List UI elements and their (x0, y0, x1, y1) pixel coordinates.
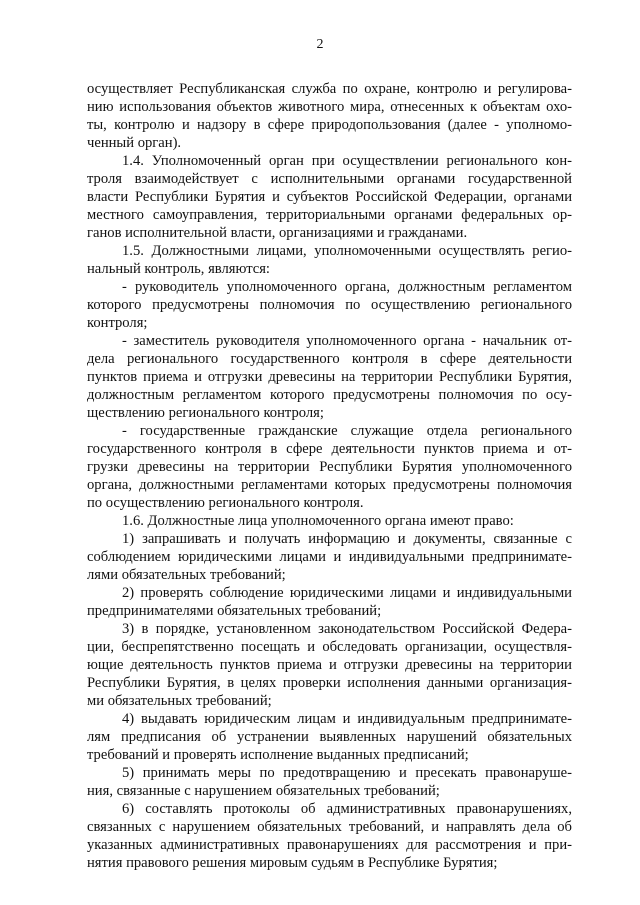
text-line: пунктов приема и отгрузки древесины на территории Республики Бурятия, (87, 369, 572, 385)
text-line: нальный контроль, являются: (87, 261, 270, 277)
text-line: должностным регламентом которого предусмотрены полномочия по осу- (87, 387, 572, 403)
page-number: 2 (316, 37, 324, 52)
text-line: лям предписания об устранении выявленных нарушений обязательных (87, 729, 572, 745)
text-line: которого предусмотрены полномочия по осуществлению регионального (87, 297, 572, 313)
text-line: - государственные гражданские служащие отдела регионального (122, 423, 572, 439)
text-line: 1.4. Уполномоченный орган при осуществлении регионального кон- (122, 153, 572, 169)
text-line: ми обязательных требований; (87, 693, 272, 709)
text-line: органа, должностными регламентами которых предусмотрены полномочия (87, 477, 572, 493)
text-line: 2) проверять соблюдение юридическими лицами и индивидуальными (122, 585, 572, 601)
text-line: ществлению регионального контроля; (87, 405, 324, 421)
text-line: Республики Бурятия, в целях проверки исполнения данными организация- (87, 675, 572, 691)
text-line: осуществляет Республиканская служба по охране, контролю и регулирова- (87, 81, 572, 97)
document-body (87, 80, 572, 872)
text-line: ты, контролю и надзору в сфере природопользования (далее - уполномо- (87, 117, 572, 133)
text-line: 1) запрашивать и получать информацию и документы, связанные с (122, 531, 572, 547)
text-line: соблюдением юридическими лицами и индивидуальными предпринимате- (87, 549, 572, 565)
text-line: 3) в порядке, установленном законодательством Российской Федера- (122, 621, 572, 637)
text-line: 1.6. Должностные лица уполномоченного органа имеют право: (122, 513, 514, 529)
text-line: ния, связанные с нарушением обязательных требований; (87, 783, 440, 799)
text-line: власти Республики Бурятия и субъектов Российской Федерации, органами (87, 189, 572, 205)
text-line: ченный орган). (87, 135, 182, 151)
text-line: 4) выдавать юридическим лицам и индивидуальным предпринимате- (122, 711, 572, 727)
text-line: лями обязательных требований; (87, 567, 286, 583)
text-line: грузки древесины на территории Республики Бурятия уполномоченного (87, 459, 572, 475)
text-line: требований и проверять исполнение выданных предписаний; (87, 747, 469, 763)
text-line: связанных с нарушением обязательных требований, и направлять дела об (87, 819, 572, 835)
text-line: 1.5. Должностными лицами, уполномоченными осуществлять регио- (122, 243, 572, 259)
text-line: дела регионального государственного контроля в сфере деятельности (87, 351, 572, 367)
text-line: - заместитель руководителя уполномоченного органа - начальник от- (122, 333, 572, 349)
text-line: 6) составлять протоколы об административных правонарушениях, (122, 801, 572, 817)
text-line: ющие деятельность пунктов приема и отгрузки древесины на территории (87, 657, 572, 673)
text-line: троля взаимодействует с исполнительными органами государственной (87, 171, 572, 187)
text-line: по осуществлению регионального контроля. (87, 495, 364, 511)
text-line: указанных административных правонарушениях для рассмотрения и при- (87, 837, 572, 853)
text-line: - руководитель уполномоченного органа, должностным регламентом (122, 279, 572, 295)
text-line: 5) принимать меры по предотвращению и пресекать правонаруше- (122, 765, 572, 781)
text-line: государственного контроля в сфере деятельности пунктов приема и от- (87, 441, 572, 457)
text-line: нию использования объектов животного мира, отнесенных к объектам охо- (87, 99, 572, 115)
text-line: ганов исполнительной власти, организациями и гражданами. (87, 225, 468, 241)
text-line: местного самоуправления, территориальными органами федеральных ор- (87, 207, 572, 223)
text-line: нятия правового решения мировым судьям в Республике Бурятия; (87, 855, 498, 871)
text-line: предпринимателями обязательных требований; (87, 603, 382, 619)
text-line: контроля; (87, 315, 148, 331)
text-line: ции, беспрепятственно посещать и обследовать организации, осуществля- (87, 639, 572, 655)
